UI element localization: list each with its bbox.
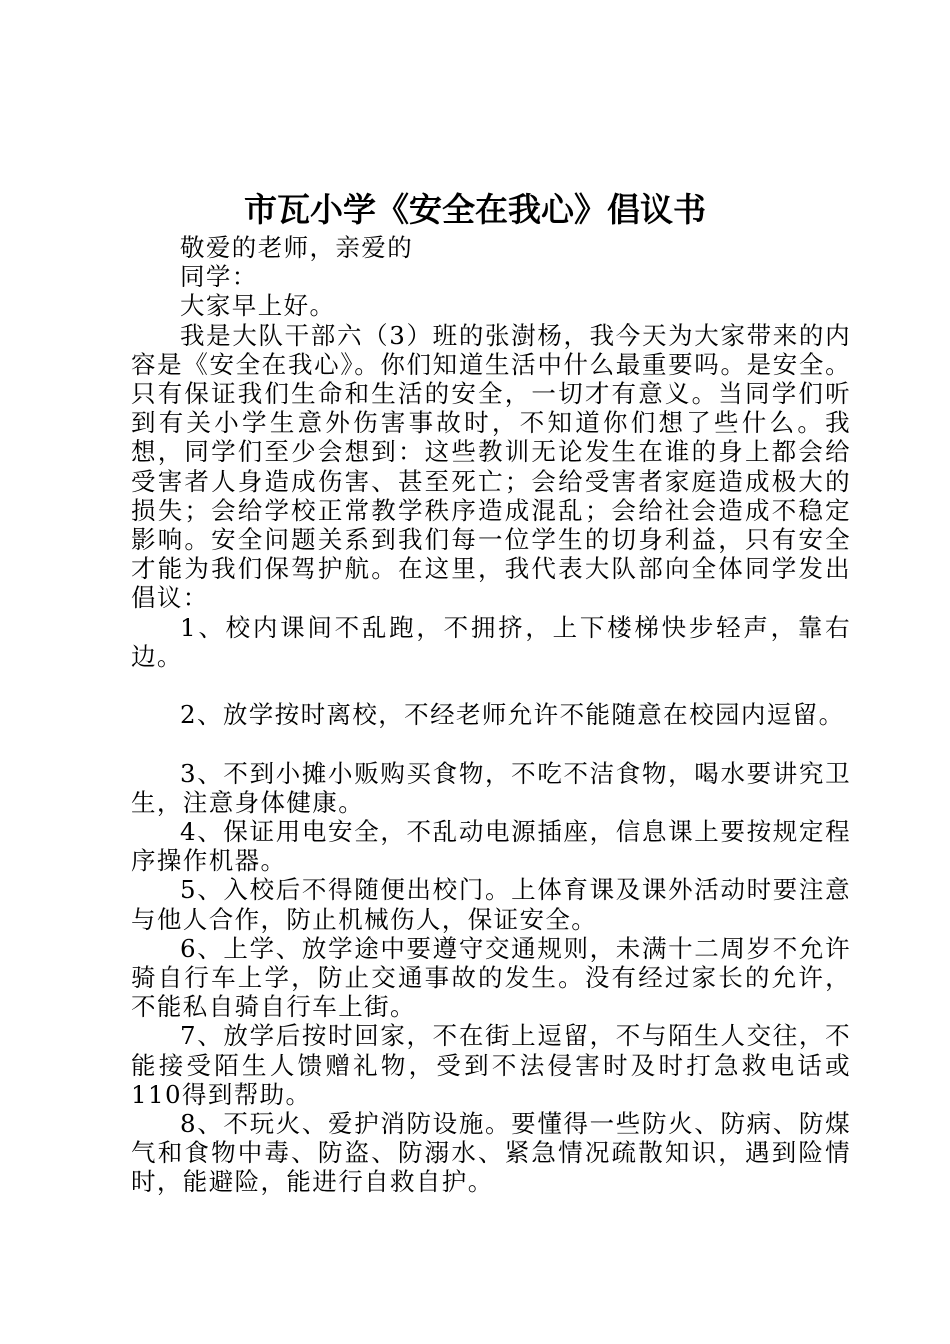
proposal-item: 4、保证用电安全，不乱动电源插座，信息课上要按规定程序操作机器。 <box>131 817 851 876</box>
proposal-item: 5、入校后不得随便出校门。上体育课及课外活动时要注意与他人合作，防止机械伤人，保证安全。 <box>131 875 851 934</box>
document-title: 市瓦小学《安全在我心》倡议书 <box>244 190 706 229</box>
greeting-line: 同学： <box>180 262 258 292</box>
greeting-line: 敬爱的老师，亲爱的 <box>180 233 414 262</box>
proposal-item: 3、不到小摊小贩购买食物，不吃不洁食物，喝水要讲究卫生，注意身体健康。 <box>131 758 851 817</box>
proposal-item: 1、校内课间不乱跑，不拥挤，上下楼梯快步轻声，靠右边。 <box>131 612 851 671</box>
proposal-item: 8、不玩火、爱护消防设施。要懂得一些防火、防病、防煤气和食物中毒、防盗、防溺水、紧急情况疏散知识，遇到险情时，能避险，能进行自救自护。 <box>131 1109 851 1197</box>
proposal-item: 2、放学按时离校，不经老师允许不能随意在校园内逗留。 <box>180 700 845 730</box>
proposal-item: 7、放学后按时回家，不在街上逗留，不与陌生人交往，不能接受陌生人馈赠礼物，受到不法侵害时及时打急救电话或110得到帮助。 <box>131 1021 851 1109</box>
proposal-item: 6、上学、放学途中要遵守交通规则，未满十二周岁不允许骑自行车上学，防止交通事故的发生。没有经过家长的允许，不能私自骑自行车上街。 <box>131 933 851 1022</box>
greeting-line: 大家早上好。 <box>180 291 336 321</box>
intro-paragraph: 我是大队干部六（3）班的张澍杨，我今天为大家带来的内容是《安全在我心》。你们知道生活中什么最重要吗。是安全。只有保证我们生命和生活的安全，一切才有意义。当同学们听到有关小学生意外伤害事故时，不知道你们想了些什么。我想，同学们至少会想到：这些教训无论发生在谁的身上都会给受害者人身造成伤害、甚至死亡；会给受害者家庭造成极大的损失；会给学校正常教学秩序造成混乱；会给社会造成不稳定影响。安全问题关系到我们每一位学生的切身利益，只有安全才能为我们保驾护航。在这里，我代表大队部向全体同学发出倡议： <box>131 320 851 613</box>
document-body <box>131 233 851 1197</box>
